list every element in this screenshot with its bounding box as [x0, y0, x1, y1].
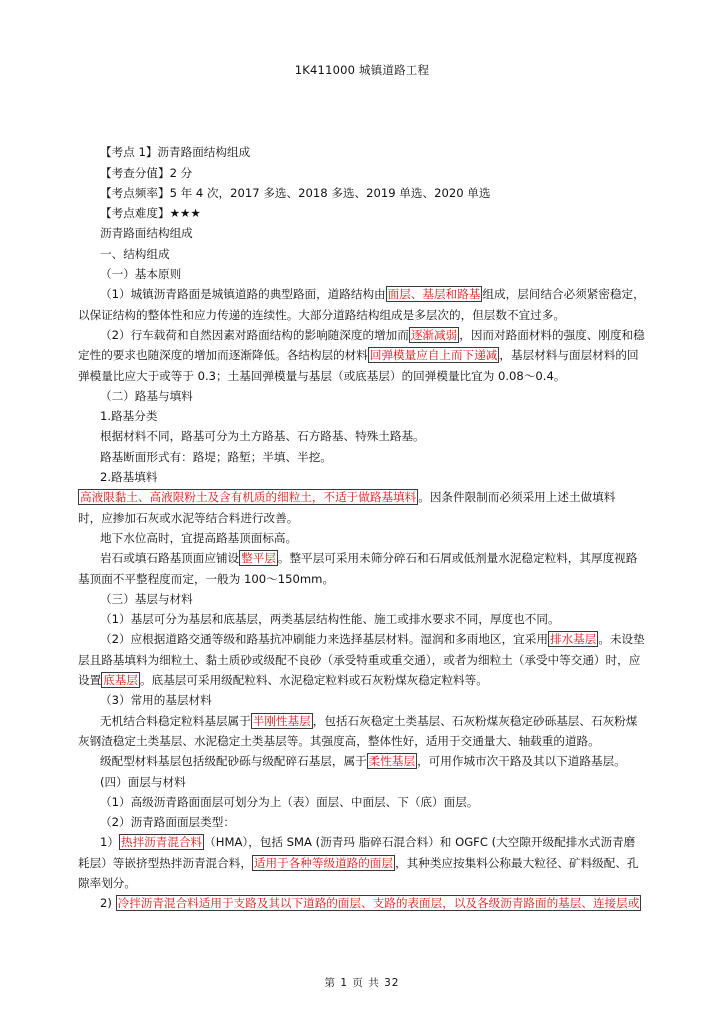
highlight-box: 柔性基层	[368, 754, 416, 769]
paragraph-line: 高液限黏土、高液限粉土及含有机质的细粒土，不适于做路基填料 。因条件限制而必须采用上述土做填料	[80, 490, 616, 505]
paragraph-line: 定性的要求也随深度的增加而逐渐降低。各结构层的材料 回弹模量应自上而下递减 ，基层材料与面层材料的回	[78, 348, 639, 363]
heading-subgrade-classification: 1.路基分类	[100, 409, 158, 424]
heading-fill-material: 2.路基填料	[100, 470, 158, 485]
highlight-box: 高液限黏土、高液限粉土及含有机质的细粒土，不适于做路基填料	[80, 490, 417, 505]
heading-basic-principles: （一）基本原则	[100, 267, 182, 282]
highlight-box: 半刚性基层	[252, 713, 311, 728]
difficulty: 【考点难度】★★★	[100, 206, 201, 221]
section-heading: 沥青路面结构组成	[100, 226, 193, 241]
paragraph-line: 级配型材料基层包括级配砂砾与级配碎石基层，属于 柔性基层 ，可用作城市次干路及其以下道路基层。	[100, 754, 626, 769]
paragraph-line: 2) 冷拌沥青混合料适用于支路及其以下道路的面层、支路的表面层，以及各级沥青路面的基层、连接层或	[100, 896, 640, 911]
highlight-box: 冷拌沥青混合料适用于支路及其以下道路的面层、支路的表面层，以及各级沥青路面的基层、连接层或	[117, 896, 640, 911]
highlight-box: 回弹模量应自上而下递减	[369, 348, 498, 363]
highlight-box: 逐渐减弱	[410, 327, 458, 342]
paragraph-line: 1） 热拌沥青混合料 （HMA），包括 SMA (沥青玛 脂碎石混合料）和 OGFC (大空隙开级配排水式沥青磨	[100, 835, 636, 850]
heading-subgrade: （二）路基与填料	[100, 388, 193, 403]
highlight-box: 排水基层	[549, 632, 597, 647]
paragraph-line: 岩石或填石路基顶面应铺设 整平层 。整平层可采用未筛分碎石和石屑或低剂量水泥稳定粒料，其厚度视路	[100, 551, 638, 566]
paragraph-line: （2）沥青路面面层类型：	[100, 815, 235, 830]
paragraph-line: 弹模量比应大于或等于 0.3；土基回弹模量与基层（或底基层）的回弹模量比宜为 0.08～0.4。	[78, 368, 566, 383]
heading-surface-course: (四）面层与材料	[100, 774, 186, 789]
paragraph-line: 基顶面不平整程度而定，一般为 100～150mm。	[78, 571, 335, 586]
paragraph-line: 灰钢渣稳定土类基层、水泥稳定土类基层等。其强度高，整体性好，适用于交通量大、轴载重的道路。	[78, 733, 600, 748]
highlight-box: 底基层	[103, 673, 138, 688]
paragraph-line: 根据材料不同，路基可分为土方路基、石方路基、特殊土路基。	[100, 429, 425, 444]
heading-common-base: （3）常用的基层材料	[100, 693, 212, 708]
paragraph-line: 耗层）等嵌挤型热拌沥青混合料， 适用于各种等级道路的面层 ，其种类应按集料公称最大粒径、矿料级配、孔	[78, 855, 639, 870]
paragraph-line: （1）基层可分为基层和底基层，两类基层结构性能、施工或排水要求不同，厚度也不同。	[100, 612, 560, 627]
paragraph-line: （2）行车载荷和自然因素对路面结构的影响随深度的增加而 逐渐减弱 ，因而对路面材料的强度、刚度和稳	[100, 327, 645, 342]
paragraph-line: 地下水位高时，宜提高路基顶面标高。	[100, 530, 298, 545]
paragraph-line: 设置 底基层 。底基层可采用级配粒料、水泥稳定粒料或石灰粉煤灰稳定粒料等。	[78, 673, 488, 688]
page-header: 1K411000 城镇道路工程	[294, 63, 430, 77]
page-footer: 第 1 页 共 32	[324, 977, 400, 989]
paragraph-line: 以保证结构的整体性和应力传递的连续性。大部分道路结构组成是多层次的，但层数不宜过多。	[78, 307, 565, 322]
frequency: 【考点频率】5 年 4 次，2017 多选、2018 多选、2019 单选、2020 单选	[100, 185, 491, 200]
score-value: 【考查分值】2 分	[100, 165, 193, 180]
document-body	[78, 122, 670, 914]
heading-1: 一、结构组成	[100, 246, 170, 261]
highlight-box: 适用于各种等级道路的面层	[253, 855, 394, 870]
paragraph-line: （2）应根据道路交通等级和路基抗冲刷能力来选择基层材料。湿润和多雨地区，宜采用 排水基层 。未设垫	[100, 632, 645, 647]
paragraph-line: 无机结合料稳定粒料基层属于 半刚性基层 ，包括石灰稳定土类基层、石灰粉煤灰稳定砂砾基层、石灰粉煤	[100, 713, 638, 728]
paragraph-line: 层且路基填料为细粒土、黏土质砂或级配不良砂（承受特重或重交通），或者为细粒土（承受中等交通）时，应	[78, 652, 641, 667]
topic-title: 【考点 1】沥青路面结构组成	[100, 145, 251, 160]
highlight-box: 面层、基层和路基	[387, 287, 481, 302]
paragraph-line: 隙率划分。	[78, 875, 136, 890]
paragraph-line: 路基断面形式有：路堤；路堑；半填、半挖。	[100, 449, 332, 464]
paragraph-line: （1）高级沥青路面面层可划分为上（表）面层、中面层、下（底）面层。	[100, 794, 479, 809]
highlight-box: 整平层	[241, 551, 276, 566]
paragraph-line: （1）城镇沥青路面是城镇道路的典型路面，道路结构由 面层、基层和路基 组成，层间结合必须紧密稳定，	[100, 287, 645, 302]
highlight-box: 热拌沥青混合料	[120, 835, 203, 850]
heading-base-course: （三）基层与材料	[100, 591, 193, 606]
paragraph-line: 时，应掺加石灰或水泥等结合料进行改善。	[78, 510, 299, 525]
